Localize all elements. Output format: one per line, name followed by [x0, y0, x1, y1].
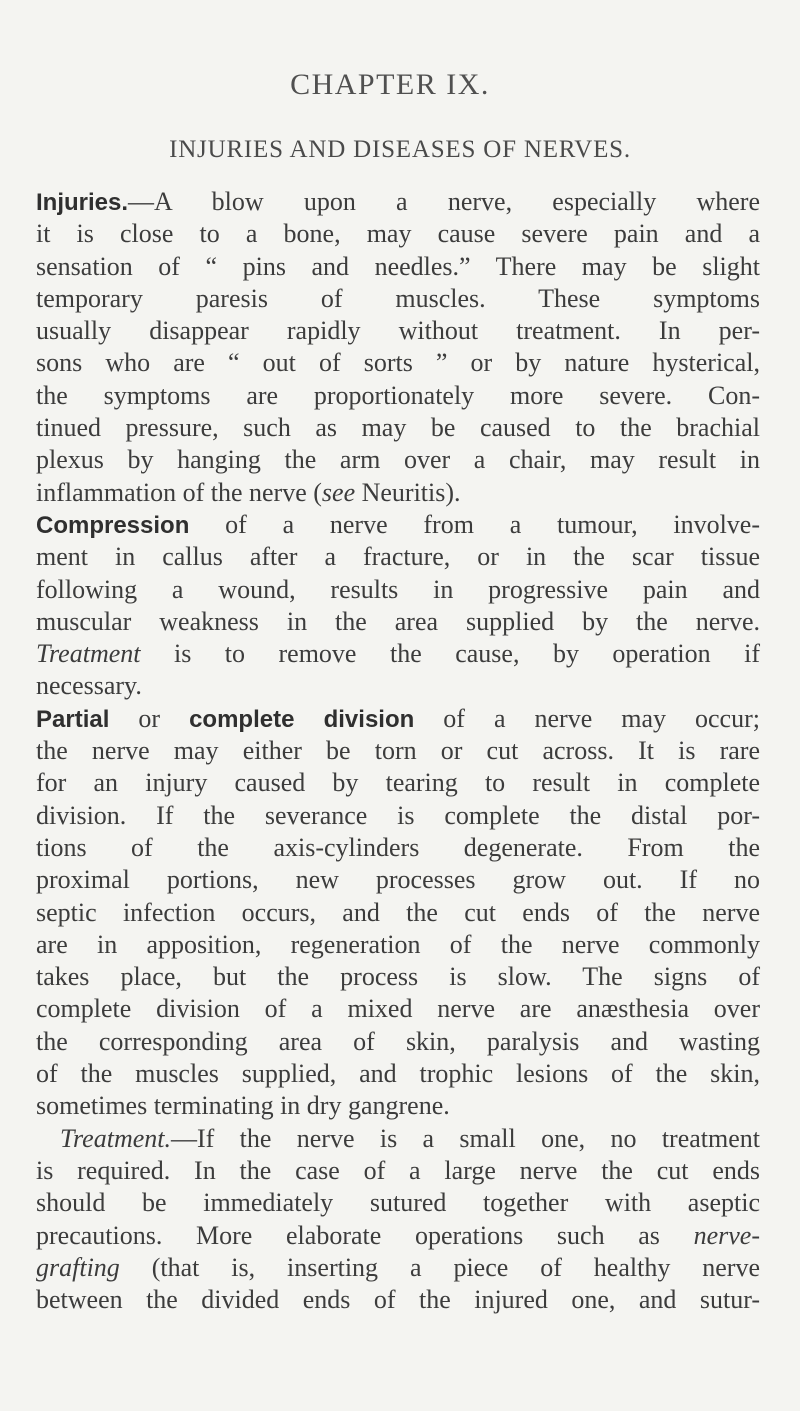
text-run: sons who are “ out of sorts ” or by nature hysterical,	[36, 348, 760, 378]
text-run: should be immediately sutured together with aseptic	[36, 1188, 760, 1218]
text-line	[36, 897, 760, 929]
chapter-title: INJURIES AND DISEASES OF NERVES.	[169, 136, 631, 163]
text-run: of the muscles supplied, and trophic lesions of the skin,	[36, 1059, 760, 1089]
italic-text: grafting	[36, 1252, 120, 1282]
text-line	[36, 218, 760, 250]
text-run: sensation of “ pins and needles.” There may be slight	[36, 251, 760, 281]
text-line	[36, 444, 760, 476]
text-line	[36, 1090, 760, 1122]
text-run: precautions. More elaborate operations such as	[36, 1220, 694, 1250]
text-line	[36, 800, 760, 832]
text-run: muscular weakness in the area supplied by the nerve.	[36, 606, 760, 636]
text-line	[36, 703, 760, 735]
text-run: ment in callus after a fracture, or in the scar tissue	[36, 542, 760, 572]
text-line	[36, 380, 760, 412]
text-run: division. If the severance is complete the distal por-	[36, 800, 760, 830]
text-line	[36, 412, 760, 444]
run-in-heading: complete division	[189, 705, 415, 733]
text-line	[36, 315, 760, 347]
text-run: inflammation of the nerve (	[36, 477, 322, 507]
text-run: plexus by hanging the arm over a chair, may result in	[36, 445, 760, 475]
text-run: proximal portions, new processes grow out. If no	[36, 865, 760, 895]
text-line	[36, 961, 760, 993]
text-run: is required. In the case of a large nerve the cut ends	[36, 1155, 760, 1185]
text-line	[36, 1058, 760, 1090]
text-run: is to remove the cause, by operation if	[140, 639, 760, 669]
text-line	[36, 1220, 760, 1252]
text-run: temporary paresis of muscles. These symptoms	[36, 283, 760, 313]
text-line	[36, 347, 760, 379]
text-run: the nerve may either be torn or cut across. It is rare	[36, 736, 760, 766]
text-line	[36, 1123, 760, 1155]
text-run: —A blow upon a nerve, especially where	[128, 187, 760, 216]
text-line	[36, 864, 760, 896]
text-line	[36, 541, 760, 573]
text-run: the symptoms are proportionately more severe. Con-	[36, 380, 760, 410]
text-line	[36, 283, 760, 315]
text-run: or	[109, 703, 190, 733]
text-line	[36, 477, 760, 509]
text-run: of a nerve from a tumour, involve-	[189, 509, 760, 539]
text-run: the corresponding area of skin, paralysis and wasting	[36, 1026, 760, 1056]
italic-text: see	[321, 477, 356, 507]
text-run: (that is, inserting a piece of healthy nerve	[119, 1252, 760, 1282]
text-run: necessary.	[36, 671, 142, 701]
text-line	[36, 929, 760, 961]
text-line	[36, 993, 760, 1025]
text-line	[36, 767, 760, 799]
text-line	[36, 251, 760, 283]
italic-text: Treatment	[36, 639, 141, 669]
text-run: of a nerve may occur;	[414, 703, 760, 733]
body-text	[36, 186, 760, 1316]
text-line	[36, 638, 760, 670]
run-in-heading: Partial	[36, 705, 110, 733]
text-run: between the divided ends of the injured one, and sutur-	[36, 1285, 760, 1315]
text-run: are in apposition, regeneration of the nerve commonly	[36, 929, 760, 959]
text-line	[36, 735, 760, 767]
text-line	[36, 1026, 760, 1058]
text-line	[36, 1284, 760, 1316]
text-run: complete division of a mixed nerve are anæsthesia over	[36, 994, 760, 1024]
text-line	[36, 1187, 760, 1219]
text-line	[36, 606, 760, 638]
text-line	[36, 509, 760, 541]
text-run: septic infection occurs, and the cut ends of the nerve	[36, 897, 760, 927]
text-run: tions of the axis-cylinders degenerate. From the	[36, 832, 760, 862]
text-run: takes place, but the process is slow. The signs of	[36, 962, 760, 992]
run-in-heading: Injuries.	[36, 189, 129, 216]
text-run: for an injury caused by tearing to result in complete	[36, 768, 760, 798]
text-run: sometimes terminating in dry gangrene.	[36, 1091, 450, 1121]
text-line	[36, 574, 760, 606]
text-line	[36, 1252, 760, 1284]
text-line	[36, 1155, 760, 1187]
text-line	[36, 670, 760, 702]
text-line	[36, 186, 760, 218]
text-run: Neuritis).	[355, 477, 461, 507]
chapter-number: CHAPTER IX.	[290, 68, 490, 101]
text-run: tinued pressure, such as may be caused to the brachial	[36, 413, 760, 443]
run-in-heading: Compression	[36, 511, 190, 539]
text-run: it is close to a bone, may cause severe pain and a	[36, 219, 760, 249]
italic-text: nerve-	[693, 1220, 760, 1250]
text-run: —If the nerve is a small one, no treatment	[170, 1123, 760, 1153]
italic-text: Treatment.	[60, 1123, 171, 1153]
text-run: following a wound, results in progressive pain and	[36, 574, 760, 604]
text-run: usually disappear rapidly without treatment. In per-	[36, 316, 760, 346]
text-line	[36, 832, 760, 864]
